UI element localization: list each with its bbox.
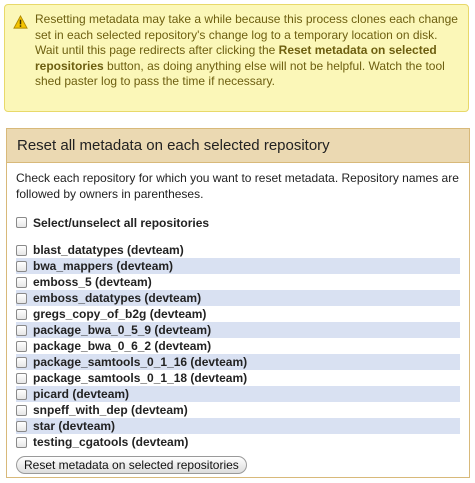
repository-checkbox[interactable] xyxy=(16,309,27,320)
repository-label: package_bwa_0_5_9 (devteam) xyxy=(33,323,212,337)
form-body xyxy=(7,163,469,474)
warning-message xyxy=(4,4,469,112)
repository-checkbox[interactable] xyxy=(16,405,27,416)
repository-row xyxy=(16,274,460,290)
repository-checkbox[interactable] xyxy=(16,341,27,352)
repository-row xyxy=(16,418,460,434)
repository-checkbox[interactable] xyxy=(16,437,27,448)
repository-checkbox[interactable] xyxy=(16,245,27,256)
repository-row xyxy=(16,242,460,258)
repository-label: snpeff_with_dep (devteam) xyxy=(33,403,188,417)
repository-list xyxy=(16,242,460,450)
repository-checkbox[interactable] xyxy=(16,421,27,432)
warning-text-part: Resetting metadata may take a while because this process clones each change set in each selected repository's change log to a temporary location on disk. Wait until this page redirects after clicking the xyxy=(35,12,458,57)
repository-row xyxy=(16,290,460,306)
reset-metadata-button[interactable]: Reset metadata on selected repositories xyxy=(16,456,247,474)
repository-label: picard (devteam) xyxy=(33,387,130,401)
repository-checkbox[interactable] xyxy=(16,277,27,288)
warning-text-part: button, as doing anything else will not be helpful. Watch the tool shed paster log to pass the time if necessary. xyxy=(35,58,445,88)
repository-label: package_samtools_0_1_18 (devteam) xyxy=(33,371,248,385)
select-all-row xyxy=(16,214,460,231)
repository-row xyxy=(16,370,460,386)
repository-row xyxy=(16,434,460,450)
repository-label: blast_datatypes (devteam) xyxy=(33,243,184,257)
repository-row xyxy=(16,322,460,338)
repository-label: gregs_copy_of_b2g (devteam) xyxy=(33,307,207,321)
repository-label: package_bwa_0_6_2 (devteam) xyxy=(33,339,212,353)
form-title: Reset all metadata on each selected repository xyxy=(7,129,469,163)
repository-checkbox[interactable] xyxy=(16,293,27,304)
repository-label: emboss_datatypes (devteam) xyxy=(33,291,202,305)
repository-row xyxy=(16,402,460,418)
repository-label: package_samtools_0_1_16 (devteam) xyxy=(33,355,248,369)
repository-label: testing_cgatools (devteam) xyxy=(33,435,189,449)
select-all-label: Select/unselect all repositories xyxy=(33,215,210,230)
repository-checkbox[interactable] xyxy=(16,373,27,384)
reset-metadata-form xyxy=(6,128,470,478)
repository-checkbox[interactable] xyxy=(16,357,27,368)
repository-row xyxy=(16,306,460,322)
select-all-checkbox[interactable] xyxy=(16,217,27,228)
repository-row xyxy=(16,338,460,354)
warning-text xyxy=(35,12,458,88)
warning-icon xyxy=(13,15,28,30)
repository-label: emboss_5 (devteam) xyxy=(33,275,152,289)
form-instructions: Check each repository for which you want to reset metadata. Repository names are followed by owners in parentheses. xyxy=(16,171,459,201)
repository-checkbox[interactable] xyxy=(16,389,27,400)
repository-row xyxy=(16,258,460,274)
repository-row xyxy=(16,386,460,402)
repository-checkbox[interactable] xyxy=(16,325,27,336)
repository-label: bwa_mappers (devteam) xyxy=(33,259,174,273)
repository-label: star (devteam) xyxy=(33,419,116,433)
repository-checkbox[interactable] xyxy=(16,261,27,272)
warning-text-emphasis: Reset metadata on selected repositories xyxy=(35,43,437,73)
repository-row xyxy=(16,354,460,370)
